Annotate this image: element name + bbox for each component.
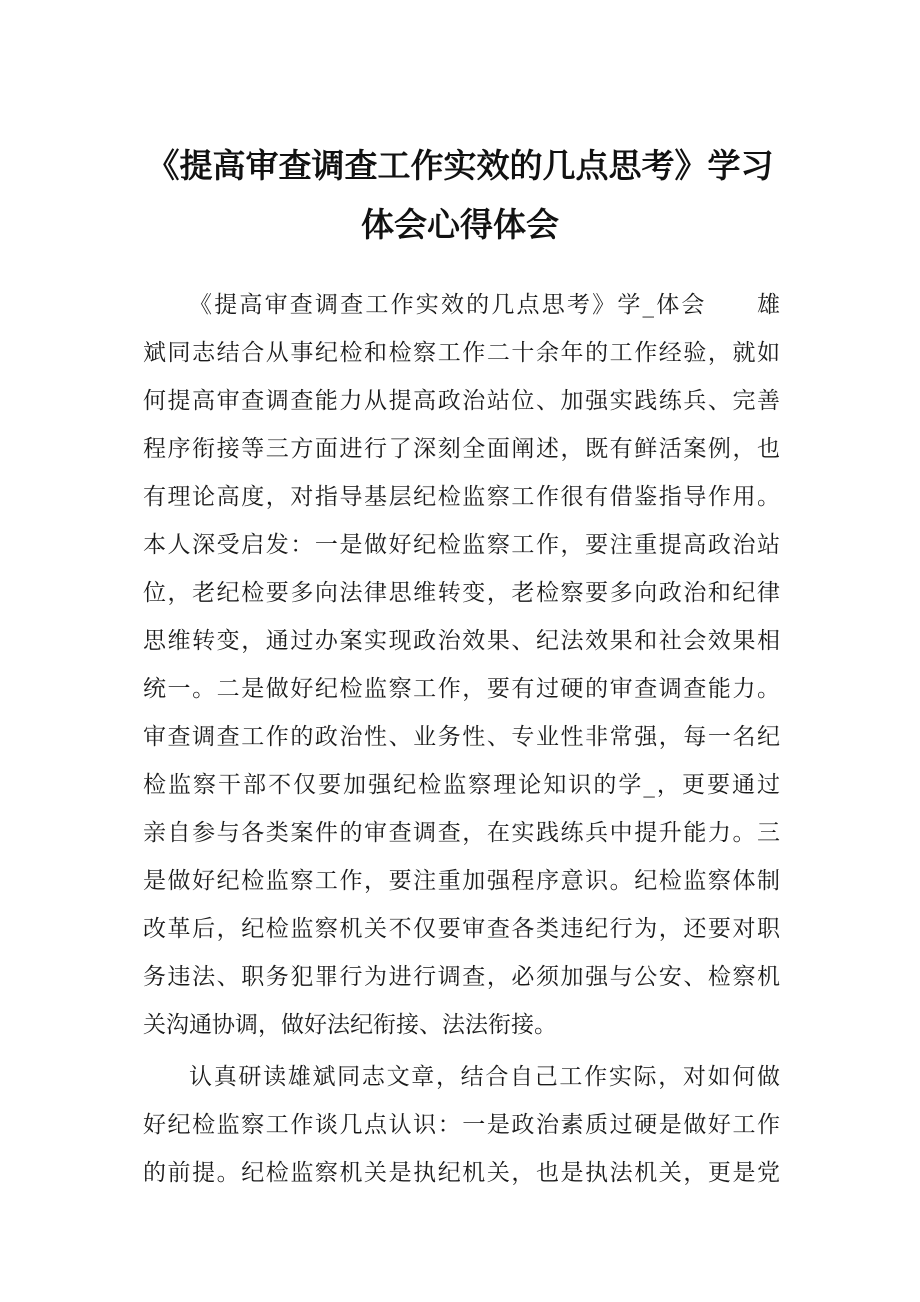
text-line: 《提高审查调查工作实效的几点思考》学_体会 雄 xyxy=(189,292,780,318)
text-line: 程序衔接等三方面进行了深刻全面阐述，既有鲜活案例，也 xyxy=(143,436,780,462)
text-line: 务违法、职务犯罪行为进行调查，必须加强与公安、检察机 xyxy=(143,964,780,990)
text-line: 何提高审查调查能力从提高政治站位、加强实践练兵、完善 xyxy=(143,388,780,414)
document-title-line-1: 《提高审查调查工作实效的几点思考》学习 xyxy=(146,146,774,185)
text-line: 思维转变，通过办案实现政治效果、纪法效果和社会效果相 xyxy=(143,628,780,654)
text-line: 好纪检监察工作谈几点认识：一是政治素质过硬是做好工作 xyxy=(143,1112,780,1138)
text-line: 位，老纪检要多向法律思维转变，老检察要多向政治和纪律 xyxy=(143,580,780,606)
text-line: 有理论高度，对指导基层纪检监察工作很有借鉴指导作用。 xyxy=(143,484,780,510)
text-line: 审查调查工作的政治性、业务性、专业性非常强，每一名纪 xyxy=(143,724,780,750)
text-line: 认真研读雄斌同志文章，结合自己工作实际，对如何做 xyxy=(189,1064,780,1090)
text-line: 斌同志结合从事纪检和检察工作二十余年的工作经验，就如 xyxy=(143,340,780,366)
text-line: 关沟通协调，做好法纪衔接、法法衔接。 xyxy=(143,1012,557,1038)
text-line: 改革后，纪检监察机关不仅要审查各类违纪行为，还要对职 xyxy=(143,916,780,942)
text-line: 统一。二是做好纪检监察工作，要有过硬的审查调查能力。 xyxy=(143,676,780,702)
text-line: 本人深受启发：一是做好纪检监察工作，要注重提高政治站 xyxy=(143,532,780,558)
text-line: 亲自参与各类案件的审查调查，在实践练兵中提升能力。三 xyxy=(143,820,780,846)
text-line: 的前提。纪检监察机关是执纪机关，也是执法机关，更是党 xyxy=(143,1160,780,1186)
text-line: 检监察干部不仅要加强纪检监察理论知识的学_，更要通过 xyxy=(143,772,780,798)
text-line: 是做好纪检监察工作，要注重加强程序意识。纪检监察体制 xyxy=(143,868,780,894)
document-title-line-2: 体会心得体会 xyxy=(361,205,559,244)
